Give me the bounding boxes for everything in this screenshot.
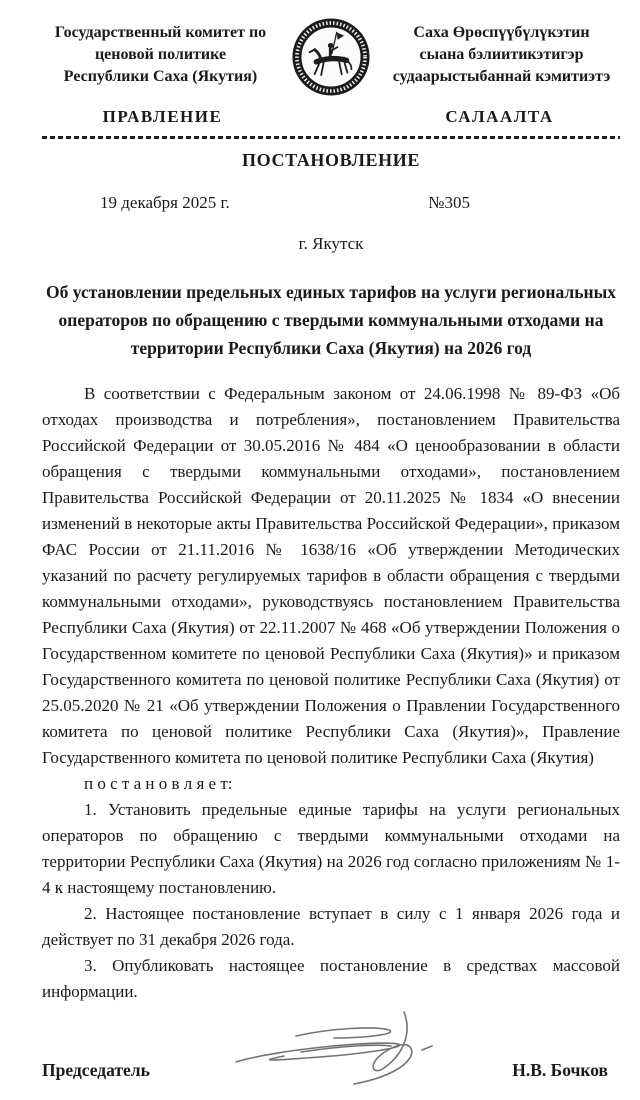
org-name-russian — [42, 16, 279, 88]
date-number-row — [42, 193, 620, 213]
signer-position: Председатель — [42, 1060, 150, 1080]
division-spacer — [283, 107, 379, 127]
coat-of-arms-seal — [283, 16, 379, 98]
letterhead — [42, 16, 620, 98]
resolve-word: п о с т а н о в л я е т: — [84, 774, 233, 793]
document-body — [42, 381, 620, 1005]
preamble-paragraph: В соответствии с Федеральным законом от 24.06.1998 № 89-ФЗ «Об отходах производства и потребления», постановлением Правительства Российской Федерации от 30.05.2016 № 484 «О ценообразовании в области обращения с твердыми коммунальными отходами», постановлением Правительства Российской Федерации от 20.11.2025 № 1834 «О внесении изменений в некоторые акты Правительства Российской Федерации», приказом ФАС России от 21.11.2016 № 1638/16 «Об утверждении Методических указаний по расчету регулируемых тарифов в области обращения с твердыми коммунальными отходами», руководствуясь постановлением Правительства Республики Саха (Якутия) от 22.11.2007 № 468 «Об утверждении Положения о Государственном комитете по ценовой Республики Саха (Якутия)» и приказом Государственного комитета по ценовой политике Республики Саха (Якутия) от 25.05.2020 № 21 «Об утверждении Положения о Правлении Государственного комитета по ценовой политике Республики Саха (Якутия)», Правление Государственного комитета по ценовой политике Республики Саха (Якутия) — [42, 384, 620, 767]
letterhead-divider — [42, 136, 620, 139]
resolution-item-2: 2. Настоящее постановление вступает в силу с 1 января 2026 года и действует по 31 декабря 2026 года. — [42, 904, 620, 949]
resolution-item-1: 1. Установить предельные единые тарифы на услуги региональных операторов по обращению с твердыми коммунальными отходами на территории Республики Саха (Якутия) на 2026 год согласно приложениям № 1-4 к настоящему постановлению. — [42, 800, 620, 897]
division-label-sakha: САЛААЛТА — [445, 107, 554, 126]
signer-name: Н.В. Бочков — [512, 1060, 608, 1080]
org-name-ru-line2: ценовой политике — [94, 46, 227, 64]
org-name-sakha-line2: сыана бэлиитикэтигэр — [419, 46, 584, 64]
document-title: Об установлении предельных единых тарифов на услуги региональных операторов по обращению с твердыми коммунальными отходами на территории Республики Саха (Якутия) на 2026 год — [46, 282, 616, 358]
org-name-sakha — [383, 16, 620, 88]
signature-block — [42, 1060, 620, 1081]
org-name-ru-line3: Республики Саха (Якутия) — [63, 68, 258, 86]
handwritten-signature-icon — [224, 1000, 462, 1100]
org-name-ru-line1: Государственный комитет по — [54, 24, 267, 41]
document-date: 19 декабря 2025 г. — [100, 193, 230, 212]
document-place: г. Якутск — [298, 234, 364, 253]
resolution-item-3: 3. Опубликовать настоящее постановление в средствах массовой информации. — [42, 956, 620, 1001]
document-number: №305 — [428, 193, 470, 212]
org-name-sakha-line3: судаарыстыбаннай кэмитиэтэ — [392, 68, 611, 86]
division-label-ru: ПРАВЛЕНИЕ — [102, 107, 223, 126]
document-type-heading: ПОСТАНОВЛЕНИЕ — [242, 150, 420, 170]
sakha-coat-of-arms-icon — [290, 16, 372, 98]
division-row — [42, 107, 620, 127]
org-name-sakha-line1: Саха Өрөспүүбүлүкэтин — [413, 24, 590, 41]
